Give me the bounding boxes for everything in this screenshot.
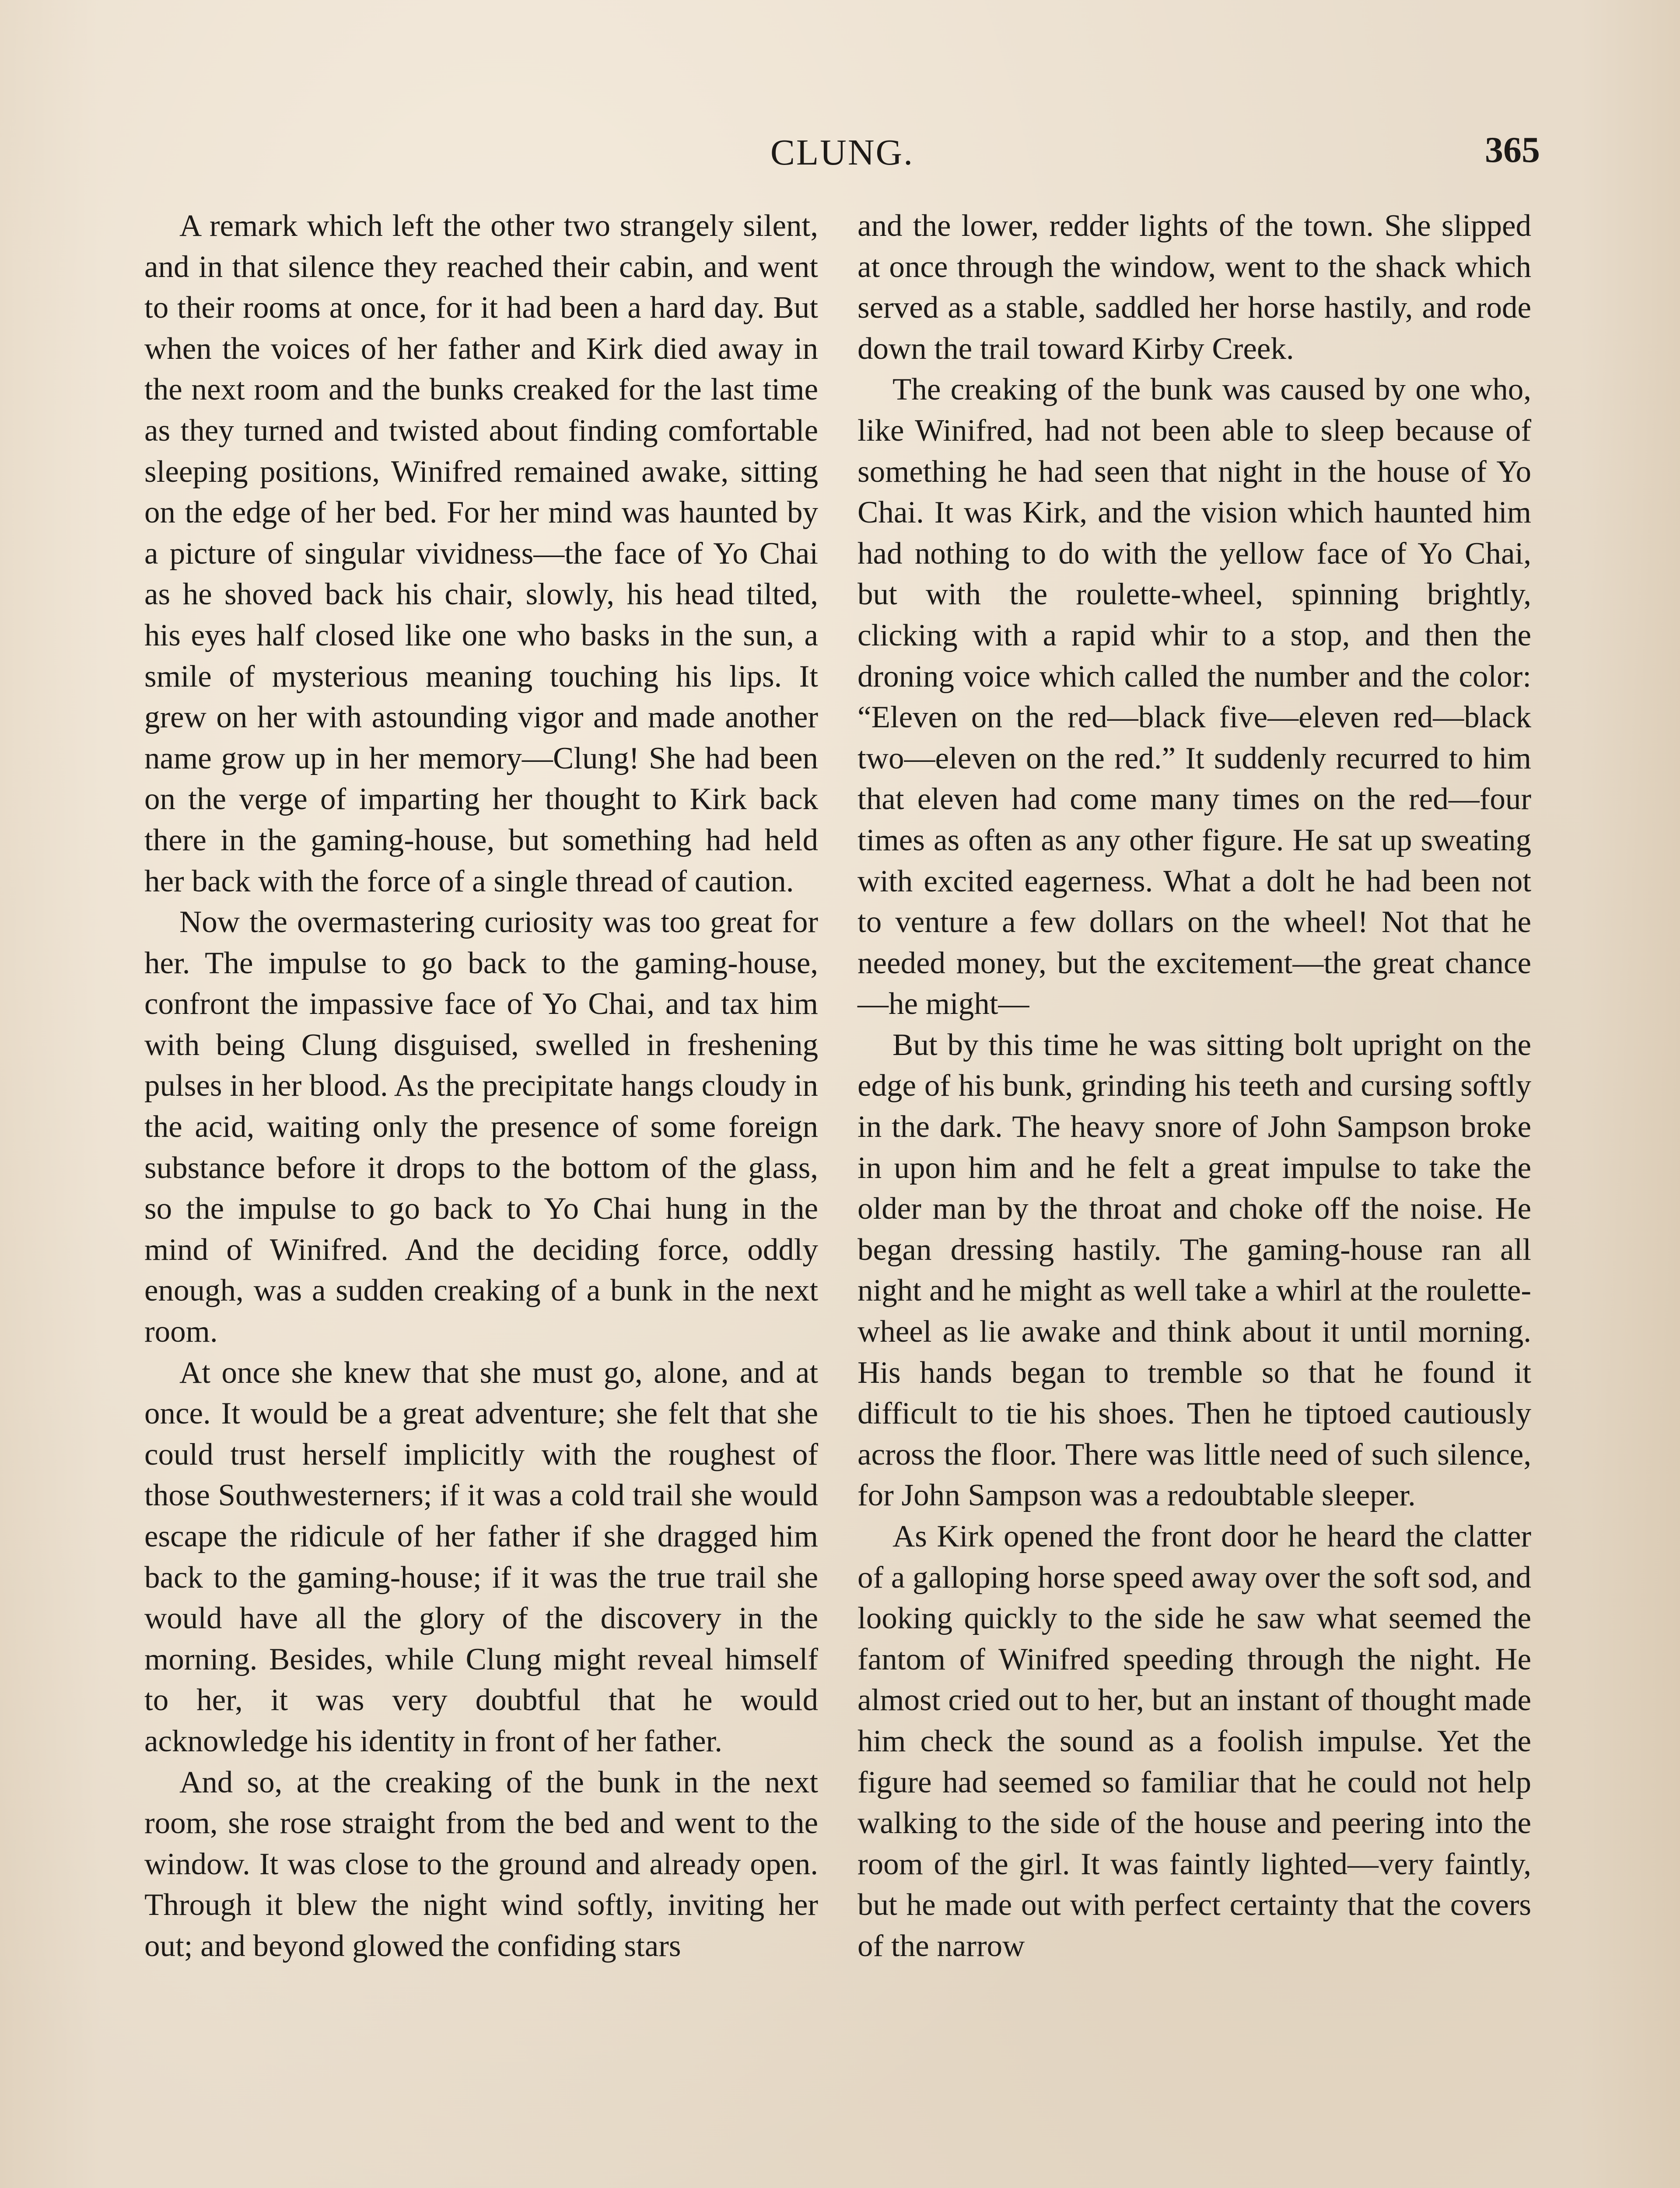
paragraph: At once she knew that she must go, alone, and at once. It would be a great adventure; she felt that she could trust herself implicitly with the roughest of those Southwesterners; if it was a cold trail she would escape the ridicule of her father if she dragged him back to the gaming-house; if it was the true trail she would have all the glory of the discovery in the morning. Besides, while Clung might reveal himself to her, it was very doubtful that he would acknowledge his identity in front of her father. — [144, 1355, 818, 1758]
page-header — [144, 131, 1540, 179]
paragraph: As Kirk opened the front door he heard the clatter of a galloping horse speed away over the soft sod, and looking quickly to the side he saw what seemed the fantom of Winifred speeding through the night. He almost cried out to her, but an instant of thought made him check the sound as a foolish impulse. Yet the figure had seemed so familiar that he could not help walking to the side of the house and peering into the room of the girl. It was faintly lighted—very faintly, but he made out with perfect certainty that the covers of the narrow — [858, 1519, 1531, 1963]
page-number: 365 — [1485, 130, 1540, 170]
paragraph: But by this time he was sitting bolt upright on the edge of his bunk, grinding his teeth and cursing softly in the dark. The heavy snore of John Sampson broke in upon him and he felt a great impulse to take the older man by the throat and choke off the noise. He began dressing hastily. The gaming-house ran all night and he might as well take a whirl at the roulette-wheel as lie awake and think about it until morning. His hands began to tremble so that he found it difficult to tie his shoes. Then he tiptoed cautiously across the floor. There was little need of such silence, for John Sampson was a redoubtable sleeper. — [858, 1027, 1531, 1513]
paragraph: And so, at the creaking of the bunk in the next room, she rose straight from the bed and went to the window. It was close to the ground and already open. Through it blew the night wind softly, inviting her out; and beyond glowed the confiding stars — [144, 1765, 818, 1963]
running-title: CLUNG. — [770, 132, 914, 173]
paragraph: A remark which left the other two strangely silent, and in that silence they reached their cabin, and went to their rooms at once, for it had been a hard day. But when the voices of her father and Kirk died away in the next room and the bunks creaked for the last time as they turned and twisted about finding comfortable sleeping positions, Winifred remained awake, sitting on the edge of her bed. For her mind was haunted by a picture of singular vividness—the face of Yo Chai as he shoved back his chair, slowly, his head tilted, his eyes half closed like one who basks in the sun, a smile of mysterious meaning touching his lips. It grew on her with astounding vigor and made another name grow up in her memory—Clung! She had been on the verge of imparting her thought to Kirk back there in the gaming-house, but something had held her back with the force of a single thread of caution. — [144, 209, 818, 898]
paragraph-continuation: and the lower, redder lights of the town. She slipped at once through the window, went to the shack which served as a stable, saddled her horse hastily, and rode down the trail toward Kirby Creek. — [858, 209, 1531, 366]
paragraph: Now the overmastering curiosity was too great for her. The impulse to go back to the gaming-house, confront the impassive face of Yo Chai, and tax him with being Clung disguised, swelled in freshening pulses in her blood. As the precipitate hangs cloudy in the acid, waiting only the presence of some foreign substance before it drops to the bottom of the glass, so the impulse to go back to Yo Chai hung in the mind of Winifred. And the deciding force, oddly enough, was a sudden creaking of a bunk in the next room. — [144, 905, 818, 1349]
right-column — [858, 206, 1531, 1967]
paragraph: The creaking of the bunk was caused by one who, like Winifred, had not been able to sleep because of something he had seen that night in the house of Yo Chai. It was Kirk, and the vision which haunted him had nothing to do with the yellow face of Yo Chai, but with the roulette-wheel, spinning brightly, clicking with a rapid whir to a stop, and then the droning voice which called the number and the color: “Eleven on the red—black five—eleven red—black two—eleven on the red.” It suddenly recurred to him that eleven had come many times on the red—four times as often as any other figure. He sat up sweating with excited eagerness. What a dolt he had been not to venture a few dollars on the wheel! Not that he needed money, but the excitement—the great chance—he might— — [858, 372, 1531, 1021]
left-column — [144, 206, 818, 1967]
